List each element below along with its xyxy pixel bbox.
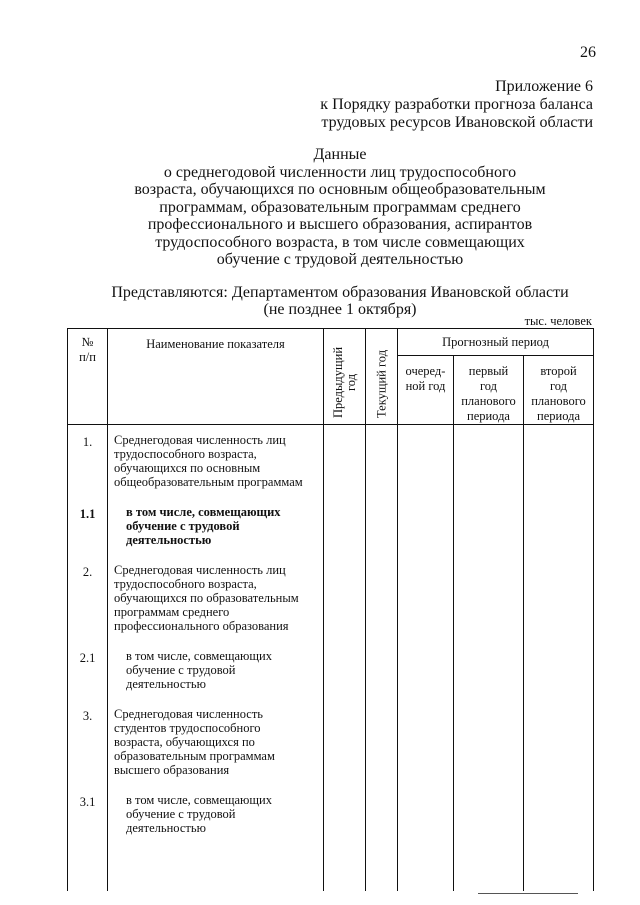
value-cell bbox=[366, 785, 398, 891]
value-cell bbox=[454, 699, 524, 785]
value-cell bbox=[398, 425, 454, 498]
row-number: 1.1 bbox=[68, 497, 108, 555]
row-indicator bbox=[108, 641, 324, 699]
value-cell bbox=[454, 425, 524, 498]
value-cell bbox=[454, 555, 524, 641]
value-cell bbox=[324, 699, 366, 785]
indicator-line: образовательным программам bbox=[114, 749, 275, 763]
indicator-line: в том числе, совмещающих bbox=[126, 793, 272, 807]
value-cell bbox=[454, 785, 524, 891]
row-indicator bbox=[108, 785, 324, 891]
value-cell bbox=[398, 555, 454, 641]
indicator-line: обучающихся по образовательным bbox=[114, 591, 299, 605]
indicator-line: обучающихся по основным bbox=[114, 461, 261, 475]
header-sub-line: планового bbox=[531, 394, 586, 408]
value-cell bbox=[524, 641, 594, 699]
title-line: о среднегодовой численности лиц трудоспособного bbox=[163, 163, 517, 181]
indicator-line: в том числе, совмещающих bbox=[126, 505, 281, 519]
value-cell bbox=[366, 425, 398, 498]
value-cell bbox=[324, 555, 366, 641]
appendix-header bbox=[320, 78, 593, 132]
title-line: обучение с трудовой деятельностью bbox=[216, 251, 464, 268]
header-sub-line: ной год bbox=[405, 379, 446, 393]
value-cell bbox=[454, 497, 524, 555]
indicator-line: в том числе, совмещающих bbox=[126, 649, 272, 663]
indicator-line: деятельностью bbox=[126, 821, 206, 835]
indicator-line: обучение с трудовой bbox=[126, 519, 240, 533]
header-sub-line: первый bbox=[468, 364, 509, 378]
header-number-line: п/п bbox=[79, 350, 96, 364]
row-indicator bbox=[108, 497, 324, 555]
value-cell bbox=[398, 785, 454, 891]
value-cell bbox=[524, 555, 594, 641]
header-sub-line: периода bbox=[467, 409, 510, 423]
header-sub-line: второй bbox=[540, 364, 577, 378]
row-number: 2.1 bbox=[68, 641, 108, 699]
header-sub-line: очеред- bbox=[405, 364, 446, 378]
header-current-year bbox=[366, 329, 398, 425]
row-number: 1. bbox=[68, 425, 108, 498]
row-number: 2. bbox=[68, 555, 108, 641]
table-row bbox=[68, 425, 594, 498]
title-line: программам, образовательным программам среднего bbox=[159, 198, 521, 216]
row-number: 3. bbox=[68, 699, 108, 785]
indicator-line: обучение с трудовой bbox=[126, 807, 236, 821]
header-forecast-period: Прогнозный период bbox=[398, 329, 594, 356]
indicator-line: Среднегодовая численность лиц bbox=[114, 563, 286, 577]
header-indicator-name: Наименование показателя bbox=[108, 329, 324, 425]
submitter-line: (не позднее 1 октября) bbox=[263, 301, 417, 318]
value-cell bbox=[398, 497, 454, 555]
header-sub-line: планового bbox=[461, 394, 516, 408]
title-line: Данные bbox=[313, 146, 367, 163]
table-row bbox=[68, 785, 594, 891]
value-cell bbox=[366, 497, 398, 555]
value-cell bbox=[366, 641, 398, 699]
header-sub-line: год bbox=[549, 379, 568, 393]
title-line: трудоспособного возраста, в том числе совмещающих bbox=[155, 233, 525, 251]
indicator-line: деятельностью bbox=[126, 533, 212, 547]
value-cell bbox=[366, 555, 398, 641]
indicator-line: студентов трудоспособного bbox=[114, 721, 261, 735]
header-number bbox=[68, 329, 108, 425]
page-number: 26 bbox=[580, 44, 596, 61]
submitter-note bbox=[60, 284, 620, 318]
header-previous-year bbox=[324, 329, 366, 425]
indicator-line: высшего образования bbox=[114, 763, 230, 777]
value-cell bbox=[398, 641, 454, 699]
value-cell bbox=[524, 497, 594, 555]
rotated-label: Текущий год bbox=[374, 349, 388, 418]
header-number-line: № bbox=[81, 335, 94, 349]
rotated-label bbox=[332, 347, 358, 418]
indicator-line: деятельностью bbox=[126, 677, 206, 691]
table-row bbox=[68, 555, 594, 641]
appendix-line: трудовых ресурсов Ивановской области bbox=[321, 114, 593, 131]
submitter-line: Представляются: Департаментом образования Ивановской области bbox=[111, 284, 569, 301]
indicator-line: трудоспособного возраста, bbox=[114, 577, 257, 591]
indicator-line: трудоспособного возраста, bbox=[114, 447, 257, 461]
table-row bbox=[68, 699, 594, 785]
appendix-line: Приложение 6 bbox=[495, 78, 593, 95]
header-first-plan-year bbox=[454, 356, 524, 425]
data-table bbox=[67, 328, 594, 891]
header-next-year bbox=[398, 356, 454, 425]
indicator-line: программам среднего bbox=[114, 605, 230, 619]
value-cell bbox=[524, 785, 594, 891]
value-cell bbox=[524, 699, 594, 785]
header-second-plan-year bbox=[524, 356, 594, 425]
row-indicator bbox=[108, 699, 324, 785]
row-indicator bbox=[108, 425, 324, 498]
indicator-line: профессионального образования bbox=[114, 619, 289, 633]
value-cell bbox=[324, 425, 366, 498]
units-label: тыс. человек bbox=[524, 314, 592, 328]
value-cell bbox=[324, 641, 366, 699]
value-cell bbox=[398, 699, 454, 785]
appendix-line: к Порядку разработки прогноза баланса bbox=[320, 96, 593, 113]
row-indicator bbox=[108, 555, 324, 641]
header-sub-line: периода bbox=[537, 409, 580, 423]
value-cell bbox=[324, 785, 366, 891]
header-previous-line: Предыдущий bbox=[330, 346, 345, 418]
table-row bbox=[68, 641, 594, 699]
value-cell bbox=[366, 699, 398, 785]
header-sub-line: год bbox=[479, 379, 498, 393]
document-title bbox=[60, 146, 620, 269]
indicator-line: общеобразовательным программам bbox=[114, 475, 303, 489]
title-line: возраста, обучающихся по основным общеобразовательным bbox=[134, 181, 546, 198]
value-cell bbox=[454, 641, 524, 699]
indicator-line: возраста, обучающихся по bbox=[114, 735, 255, 749]
value-cell bbox=[524, 425, 594, 498]
title-line: профессионального и высшего образования, аспирантов bbox=[147, 216, 533, 233]
value-cell bbox=[324, 497, 366, 555]
row-number: 3.1 bbox=[68, 785, 108, 891]
indicator-line: обучение с трудовой bbox=[126, 663, 236, 677]
footer-divider bbox=[478, 893, 578, 894]
indicator-line: Среднегодовая численность bbox=[114, 707, 264, 721]
header-previous-line: год bbox=[343, 373, 358, 392]
table-row bbox=[68, 497, 594, 555]
indicator-line: Среднегодовая численность лиц bbox=[114, 433, 286, 447]
